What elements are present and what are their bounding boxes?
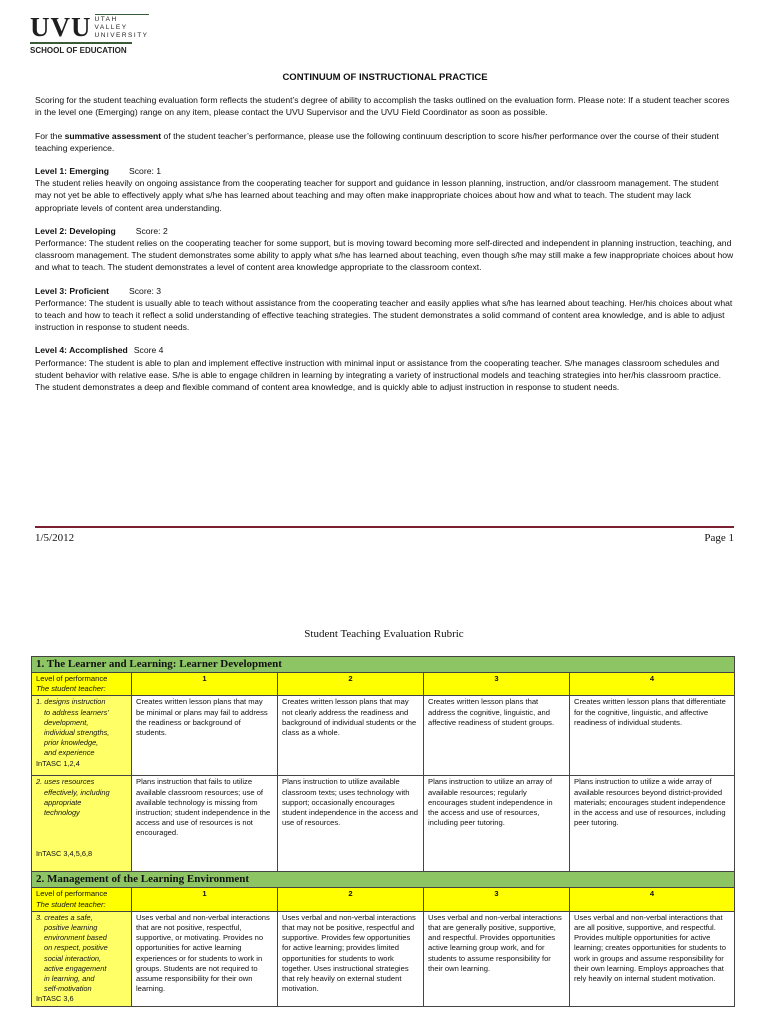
- summative-bold: summative assessment: [64, 130, 162, 141]
- rubric-cell: Uses verbal and non-verbal interactions that are all positive, supportive, and respectful. Provides multiple opportunities for active learning; creates opportunities for students to work in groups and assume responsibility for their own learning. Employs approaches that rely heavily on internal student motivation.: [570, 911, 735, 1006]
- logo-uvu-letters: UVU: [30, 12, 92, 42]
- rubric-cell: Uses verbal and non-verbal interactions that are not positive, respectful, supportive, or motivating. Provides no opportunities for active learning experiences or for students to work in groups. Students are not required to assume responsibility for their own learning.: [132, 911, 278, 1006]
- section-title: 2. Management of the Learning Environment: [32, 872, 735, 888]
- level-4-heading: 4: [570, 673, 735, 696]
- lp-sublabel: The student teacher:: [36, 684, 106, 694]
- level-3-text: Performance: The student is usually able to teach without assistance from the cooperating teacher and easily applies what s/he has learned about teaching. Her/his choices about what to teach and how to teach it reflect a solid understanding of effective teaching strategies. The student demonstrates a solid command of content area knowledge, and is able to adjust instruction in response to student needs.: [35, 297, 733, 333]
- criterion-line: effectively, including: [44, 787, 110, 797]
- rubric-cell: Uses verbal and non-verbal interactions that are generally positive, supportive, and respectful. Provides opportunities active learning group work, and for students to assume responsibility for their own learning.: [424, 911, 570, 1006]
- rubric-cell: Creates written lesson plans that may not clearly address the readiness and background of individual students or the class as a whole.: [278, 696, 424, 776]
- rubric-cell: Creates written lesson plans that may be minimal or plans may fail to address the readiness or background of students.: [132, 696, 278, 776]
- level-3-score: Score: 3: [129, 285, 162, 296]
- level-2-block: [35, 225, 735, 274]
- criterion-line: environment based: [44, 933, 107, 943]
- level-4-heading: 4: [570, 888, 735, 911]
- level-1-block: [35, 165, 735, 214]
- criterion-line: and experience: [44, 748, 95, 758]
- section-header: [32, 657, 735, 673]
- criterion-line: on respect, positive: [44, 943, 108, 953]
- criterion-line: social interaction,: [44, 953, 102, 963]
- level-1-text: The student relies heavily on ongoing assistance from the cooperating teacher for support and guidance in lesson planning, instruction, and/or classroom management. The student may not yet be able to effectively apply what s/he has learned about teaching and may often make inappropriate choices about how and what to teach. The student may lack appropriate levels of content area understanding.: [35, 178, 719, 213]
- lp-sublabel: The student teacher:: [36, 899, 106, 909]
- intasc-label: InTASC 3,6: [36, 994, 74, 1004]
- intasc-label: InTASC 1,2,4: [36, 758, 80, 768]
- intasc-label: InTASC 3,4,5,6,8: [36, 848, 93, 858]
- criterion-cell: [32, 911, 132, 1006]
- level-2-score: Score: 2: [135, 225, 168, 236]
- level-3-label: Level 3: Proficient: [35, 285, 110, 296]
- criterion-line: individual strengths,: [44, 728, 110, 738]
- level-header-row: [32, 673, 735, 696]
- criterion-line: positive learning: [44, 923, 98, 933]
- intro-paragraph: Scoring for the student teaching evaluation form reflects the student’s degree of ability to accomplish the tasks outlined on the evaluation form. Please note: If a student teacher scores in the level one (Emerging) range on any item, please contact the UVU Supervisor and the UVU Field Coordinator as soon as possible.: [35, 95, 730, 118]
- level-1-label: Level 1: Emerging: [35, 166, 110, 177]
- rubric-cell: Creates written lesson plans that address the cognitive, linguistic, and affective readiness of student groups.: [424, 696, 570, 776]
- logo-school-name: SCHOOL OF EDUCATION: [30, 46, 127, 55]
- level-2-heading: 2: [278, 888, 424, 911]
- criterion-line: technology: [44, 808, 80, 818]
- footer-date: 1/5/2012: [35, 532, 75, 544]
- level-1-score: Score: 1: [129, 166, 162, 177]
- criterion-line: in learning, and: [44, 974, 95, 984]
- level-2-text: Performance: The student relies on the cooperating teacher for some support, but is moving toward becoming more self-directed and independent in planning instruction, teaching, and classroom management. The student demonstrates some ability to apply what s/he has learned about teaching, even though s/he may still make a few inappropriate choices about how and what to teach. The student demonstrates a level of content area knowledge appropriate to the classroom context.: [35, 238, 734, 273]
- section-title: 1. The Learner and Learning: Learner Development: [32, 657, 735, 673]
- level-4-text: Performance: The student is able to plan and implement effective instruction with minimal input or assistance from the cooperating teacher. S/he manages classroom schedules and student behavior with relative ease. S/he is able to engage children in learning by integrating a variety of instructional models and teaching strategies into her/his classroom practice. The student demonstrates a deep and flexible command of content area knowledge, and is quickly able to adjust instruction in response to student needs.: [35, 357, 721, 393]
- rubric-cell: Plans instruction to utilize an array of available resources; regularly encourages student independence in the access and use of resources, including peer tutoring.: [424, 776, 570, 872]
- criterion-line: 2. uses resources: [36, 777, 95, 787]
- table-row: [32, 696, 735, 776]
- table-row: [32, 776, 735, 872]
- level-4-block: [35, 344, 735, 393]
- level-3-heading: 3: [424, 673, 570, 696]
- logo-line2: UNIVERSITY: [94, 32, 149, 39]
- logo-rule: [30, 42, 132, 44]
- evaluation-rubric-table: [31, 656, 735, 1007]
- lp-label: Level of performance: [36, 674, 108, 683]
- criterion-line: prior knowledge,: [44, 738, 99, 748]
- section-header: [32, 872, 735, 888]
- level-2-heading: 2: [278, 673, 424, 696]
- rubric-title: Student Teaching Evaluation Rubric: [304, 628, 464, 640]
- level-4-score: Score 4: [133, 345, 164, 356]
- level-2-label: Level 2: Developing: [35, 225, 116, 236]
- footer-page-number: Page 1: [704, 532, 734, 544]
- rubric-cell: Plans instruction to utilize a wide array of available resources beyond district-provided materials; encourages student independence in the access and use of resources, including peer tutoring.: [570, 776, 735, 872]
- continuum-document: [35, 72, 735, 404]
- level-header-row: [32, 888, 735, 911]
- criterion-line: appropriate: [44, 797, 82, 807]
- summative-pre: For the: [35, 130, 65, 141]
- criterion-line: to address learners’: [44, 707, 109, 717]
- criterion-cell: [32, 696, 132, 776]
- level-3-block: [35, 285, 735, 334]
- logo-mark: [30, 12, 149, 42]
- criterion-line: development,: [44, 717, 89, 727]
- criterion-line: active engagement: [44, 963, 107, 973]
- level-4-label: Level 4: Accomplished: [35, 345, 128, 356]
- level-of-performance-cell: [32, 888, 132, 911]
- document-title: CONTINUUM OF INSTRUCTIONAL PRACTICE: [282, 72, 488, 83]
- logo-university-words: [95, 14, 149, 40]
- lp-label: Level of performance: [36, 889, 108, 899]
- summative-paragraph: [35, 130, 735, 154]
- rubric-cell: Uses verbal and non-verbal interactions that may not be positive, respectful and supportive. Provides few opportunities for active learning; provides limited opportunities for students to work together. Uses instructional strategies that rely heavily on external student motivation.: [278, 911, 424, 1006]
- criterion-cell: [32, 776, 132, 872]
- rubric-cell: Plans instruction to utilize available classroom texts; uses technology with support; occasionally encourages student independence in the access and use of resources.: [278, 776, 424, 872]
- summative-post: of the student teacher’s performance, please use the following continuum description to score his/her performance over the course of their student teaching experience.: [35, 130, 719, 153]
- logo-line1: UTAH VALLEY: [94, 16, 128, 31]
- table-row: [32, 911, 735, 1006]
- criterion-line: 1. designs instruction: [36, 697, 106, 707]
- uvu-logo: [30, 12, 149, 55]
- level-1-heading: 1: [132, 673, 278, 696]
- level-1-heading: 1: [132, 888, 278, 911]
- criterion-line: self-motivation: [44, 984, 92, 994]
- level-of-performance-cell: [32, 673, 132, 696]
- rubric-cell: Plans instruction that fails to utilize available classroom resources; use of available technology is missing from instruction; student independence in the access and use of resources is not encouraged.: [132, 776, 278, 872]
- criterion-line: 3. creates a safe,: [36, 912, 93, 922]
- footer-rule: [35, 526, 734, 528]
- rubric-cell: Creates written lesson plans that differentiate for the cognitive, linguistic, and affective readiness of individual students.: [570, 696, 735, 776]
- level-3-heading: 3: [424, 888, 570, 911]
